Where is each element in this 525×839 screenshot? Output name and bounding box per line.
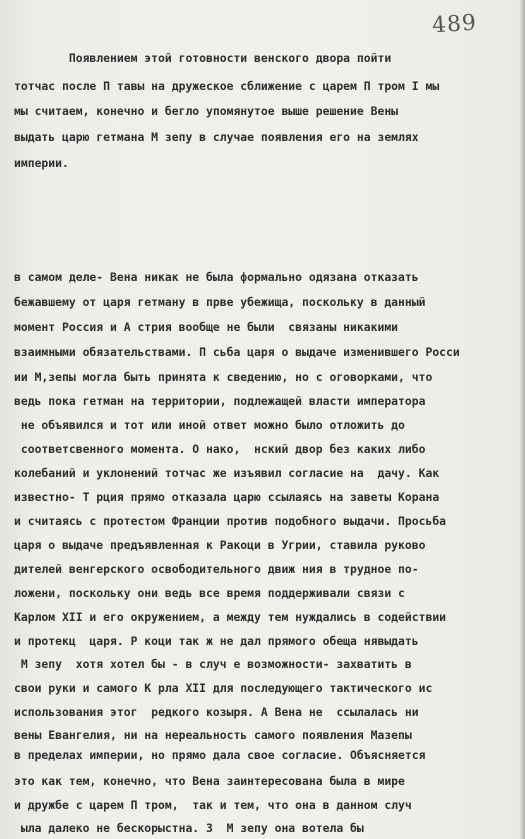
text-line: и считаясь с протестом Франции против подобного выдачи. Просьба xyxy=(14,514,447,528)
text-line: империи. xyxy=(14,156,69,170)
text-line: не объявился и тот или иной ответ можно было отложить до xyxy=(14,418,405,432)
text-line: и дружбе с царем П тром, так и тем, что она в данном случ xyxy=(14,798,412,812)
text-line: это как тем, конечно, что Вена заинтересована была в мире xyxy=(14,774,405,788)
text-line: Карлом XII и его окружением, а между тем нуждались в содействии xyxy=(14,610,447,624)
text-line: в самом деле- Вена никак не была формально одязана отказать xyxy=(14,270,419,284)
text-line: ложени, поскольку они ведь все время поддерживали связи с xyxy=(14,586,405,600)
text-line: момент Россия и А стрия вообще не были связаны никакими xyxy=(14,320,399,334)
text-line: ыла далеко не бескорыстна. З М зепу она вотела бы xyxy=(14,821,364,835)
text-line: выдать царю гетмана М зепу в случае появления его на землях xyxy=(14,130,419,144)
text-line: царя о выдаче предъявленная к Ракоци в Угрии, ставила руково xyxy=(14,538,426,552)
text-line: ведь пока гетман на территории, подлежащей власти императора xyxy=(14,394,426,408)
text-line: и протекц царя. Р коци так ж не дал прямого обеща нявыдать xyxy=(14,634,419,648)
text-line: взаимными обязательствами. П сьба царя о выдаче изменившего Росси xyxy=(14,345,460,359)
page-number: 489 xyxy=(431,10,478,39)
page-edge-shadow xyxy=(519,0,525,839)
text-line: соответсвенного момента. О нако, нский двор без каких либо xyxy=(14,442,426,456)
text-line: в пределах империи, но прямо дала свое согласие. Объясняется xyxy=(14,748,426,762)
text-line: бежавшему от царя гетману в прве убежища, поскольку в данный xyxy=(14,295,426,309)
text-line: колебаний и уклонений тотчас же изъявил согласие на дачу. Как xyxy=(14,466,440,480)
text-line: М зепу хотя хотел бы - в случ е возможности- захватить в xyxy=(14,657,412,671)
text-line: ии М,зепы могла быть принята к сведению, но с оговорками, что xyxy=(14,370,433,384)
text-line: Появлением этой готовности венского двора пойти xyxy=(14,51,392,65)
text-line: тотчас после П тавы на дружеское сближение с царем П тром I мы xyxy=(14,79,440,93)
text-line: свои руки и самого К рла XII для последующего тактического ис xyxy=(14,681,433,695)
text-line: дителей венгерского освободительного движ ния в трудное по- xyxy=(14,562,419,576)
text-line: известно- Т рция прямо отказала царю ссылаясь на заветы Корана xyxy=(14,490,440,504)
text-line: использования этог редкого козыря. А Вена не ссылалась ни xyxy=(14,705,419,719)
text-line: вены Евангелия, ни на нереальность самого появления Мазепы xyxy=(14,728,412,742)
text-line: мы считаем, конечно и бегло упомянутое выше решение Вены xyxy=(14,104,399,118)
